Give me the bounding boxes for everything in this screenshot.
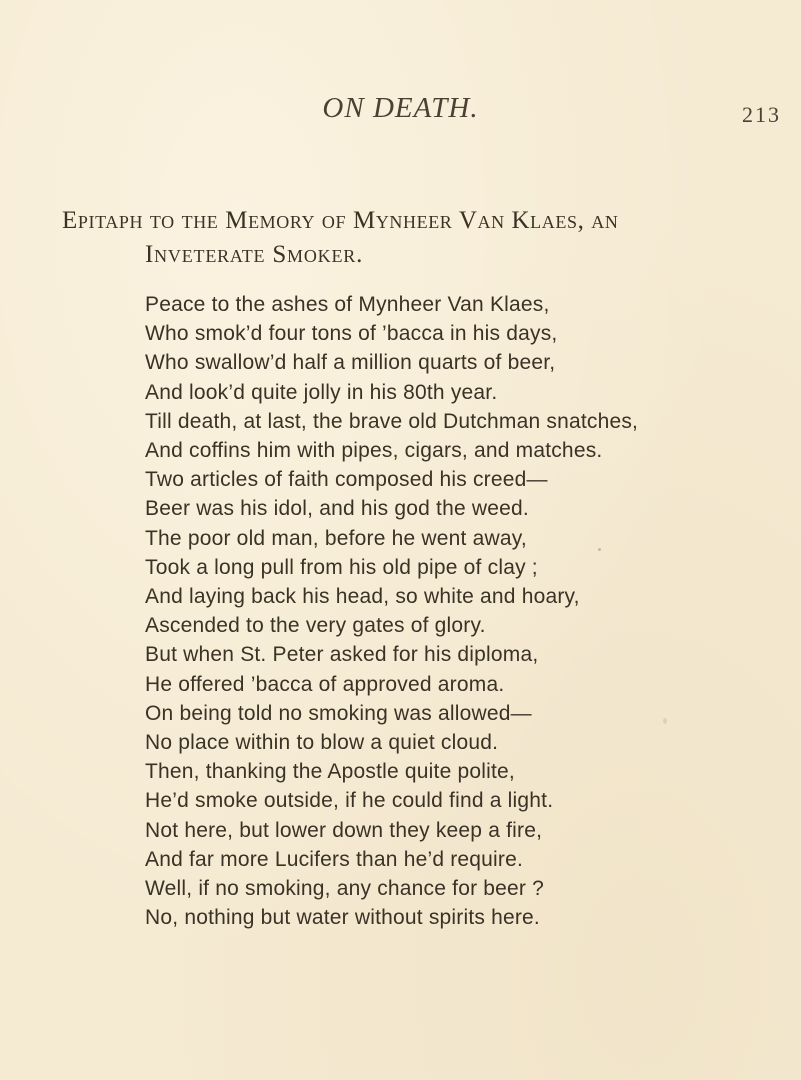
poem-line: Who swallow’d half a million quarts of beer, bbox=[145, 351, 556, 375]
poem-line: The poor old man, before he went away, bbox=[145, 526, 527, 550]
poem-line: No, nothing but water without spirits here. bbox=[145, 906, 540, 930]
poem-line: But when St. Peter asked for his diploma, bbox=[145, 643, 539, 667]
poem-body bbox=[145, 290, 795, 932]
poem-line: He offered ’bacca of approved aroma. bbox=[145, 672, 505, 696]
poem-line: Well, if no smoking, any chance for beer ? bbox=[145, 877, 545, 901]
poem-line: Till death, at last, the brave old Dutchman snatches, bbox=[145, 409, 639, 433]
poem-line: Peace to the ashes of Mynheer Van Klaes, bbox=[145, 293, 550, 316]
poem-line: Ascended to the very gates of glory. bbox=[145, 614, 486, 638]
poem-line: Who smok’d four tons of ’bacca in his days, bbox=[145, 322, 558, 346]
poem-line: He’d smoke outside, if he could find a light. bbox=[145, 789, 554, 813]
paper-speck bbox=[663, 718, 667, 724]
poem-title bbox=[0, 204, 801, 272]
poem-title-line-2: Inveterate Smoker. bbox=[145, 241, 364, 268]
poem-line: Not here, but lower down they keep a fire, bbox=[145, 818, 543, 842]
poem-line: Two articles of faith composed his creed— bbox=[145, 468, 548, 492]
poem-line: And coffins him with pipes, cigars, and matches. bbox=[145, 439, 603, 463]
poem-line: No place within to blow a quiet cloud. bbox=[145, 731, 499, 755]
poem-line: And look’d quite jolly in his 80th year. bbox=[145, 380, 498, 404]
running-head: ON DEATH. bbox=[322, 92, 479, 124]
poem-title-line-1: Epitaph to the Memory of Mynheer Van Klaes, an bbox=[62, 207, 619, 234]
poem-line: Beer was his idol, and his god the weed. bbox=[145, 497, 529, 521]
paper-speck bbox=[598, 548, 601, 551]
page-number: 213 bbox=[742, 102, 781, 127]
poem-line: And far more Lucifers than he’d require. bbox=[145, 847, 524, 871]
poem-line: Took a long pull from his old pipe of clay ; bbox=[145, 555, 538, 579]
poem-line: Then, thanking the Apostle quite polite, bbox=[145, 760, 515, 784]
poem-line: And laying back his head, so white and hoary, bbox=[145, 585, 580, 609]
poem-line: On being told no smoking was allowed— bbox=[145, 701, 532, 725]
